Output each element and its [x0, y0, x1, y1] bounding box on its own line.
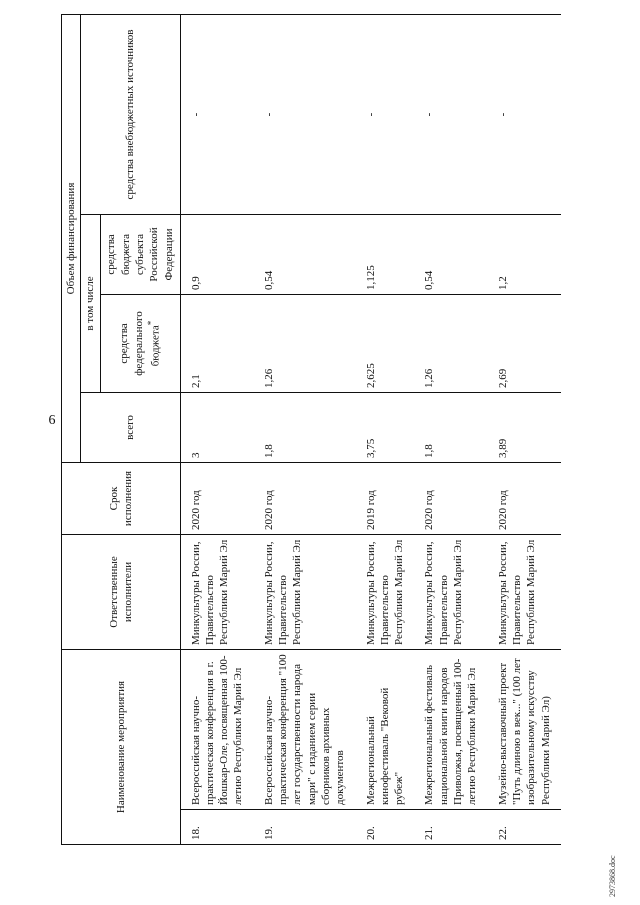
row-federal: 2,1	[180, 295, 254, 393]
header-federal-text: средства федерального бюджета	[118, 311, 162, 376]
row-extra: -	[254, 14, 356, 214]
row-name: Межрегиональный фестиваль национальной книги народов Приволжья, посвященный 100-летию Республики Марий Эл	[414, 650, 487, 810]
row-number: 20.	[356, 810, 415, 845]
header-federal-footnote: *	[145, 320, 156, 326]
row-total: 1,8	[254, 393, 356, 463]
header-row-1	[62, 14, 81, 844]
row-federal: 1,26	[414, 295, 487, 393]
row-number: 22.	[488, 810, 561, 845]
row-total: 3,89	[488, 393, 561, 463]
header-name: Наименование мероприятия	[62, 650, 181, 845]
header-federal	[100, 295, 180, 393]
row-term: 2020 год	[254, 463, 356, 535]
row-term: 2019 год	[356, 463, 415, 535]
row-number: 21.	[414, 810, 487, 845]
row-total: 3	[180, 393, 254, 463]
row-extra: -	[180, 14, 254, 214]
header-regional: средства бюджета субъекта Российской Федерации	[100, 215, 180, 295]
row-regional: 1,2	[488, 215, 561, 295]
row-total: 3,75	[356, 393, 415, 463]
row-number: 19.	[254, 810, 356, 845]
page-number: 6	[48, 413, 56, 428]
row-regional: 0,54	[414, 215, 487, 295]
row-executors: Минкультуры России, Правительство Республики Марий Эл	[356, 535, 415, 650]
header-financing: Объем финансирования	[62, 14, 81, 462]
table-row	[254, 14, 356, 844]
row-name: Всероссийская научно-практическая конференция в г. Йошкар-Оле, посвященная 100-летию Республики Марий Эл	[180, 650, 254, 810]
row-federal: 2,625	[356, 295, 415, 393]
header-executors: Ответственные исполнители	[62, 535, 181, 650]
row-total: 1,8	[414, 393, 487, 463]
row-extra: -	[488, 14, 561, 214]
row-term: 2020 год	[180, 463, 254, 535]
row-executors: Минкультуры России, Правительство Республики Марий Эл	[180, 535, 254, 650]
table-row	[356, 14, 415, 844]
table-row	[180, 14, 254, 844]
row-regional: 0,54	[254, 215, 356, 295]
row-term: 2020 год	[414, 463, 487, 535]
header-term: Срок исполнения	[62, 463, 181, 535]
table-row	[414, 14, 487, 844]
document-code: 2973868.doc	[608, 855, 617, 897]
row-name: Межрегиональный кинофестиваль "Вековой рубеж"	[356, 650, 415, 810]
row-executors: Минкультуры России, Правительство Республики Марий Эл	[488, 535, 561, 650]
header-total: всего	[81, 393, 180, 463]
row-federal: 1,26	[254, 295, 356, 393]
row-regional: 0,9	[180, 215, 254, 295]
row-extra: -	[414, 14, 487, 214]
row-executors: Минкультуры России, Правительство Республики Марий Эл	[254, 535, 356, 650]
header-extra: средства внебюджетных источников	[81, 14, 180, 214]
table-row	[488, 14, 561, 844]
financing-table	[61, 14, 561, 845]
row-regional: 1,125	[356, 215, 415, 295]
row-number: 18.	[180, 810, 254, 845]
row-executors: Минкультуры России, Правительство Республики Марий Эл	[414, 535, 487, 650]
row-federal: 2,69	[488, 295, 561, 393]
row-extra: -	[356, 14, 415, 214]
row-name: Музейно-выставочный проект "Путь длиною в век..." (100 лет изобразительному искусству Республики Марий Эл)	[488, 650, 561, 810]
row-name: Всероссийская научно-практическая конференция "100 лет государственности народа мари" с изданием серии сборников архивных документов	[254, 650, 356, 810]
row-term: 2020 год	[488, 463, 561, 535]
header-including: в том числе	[81, 215, 100, 393]
